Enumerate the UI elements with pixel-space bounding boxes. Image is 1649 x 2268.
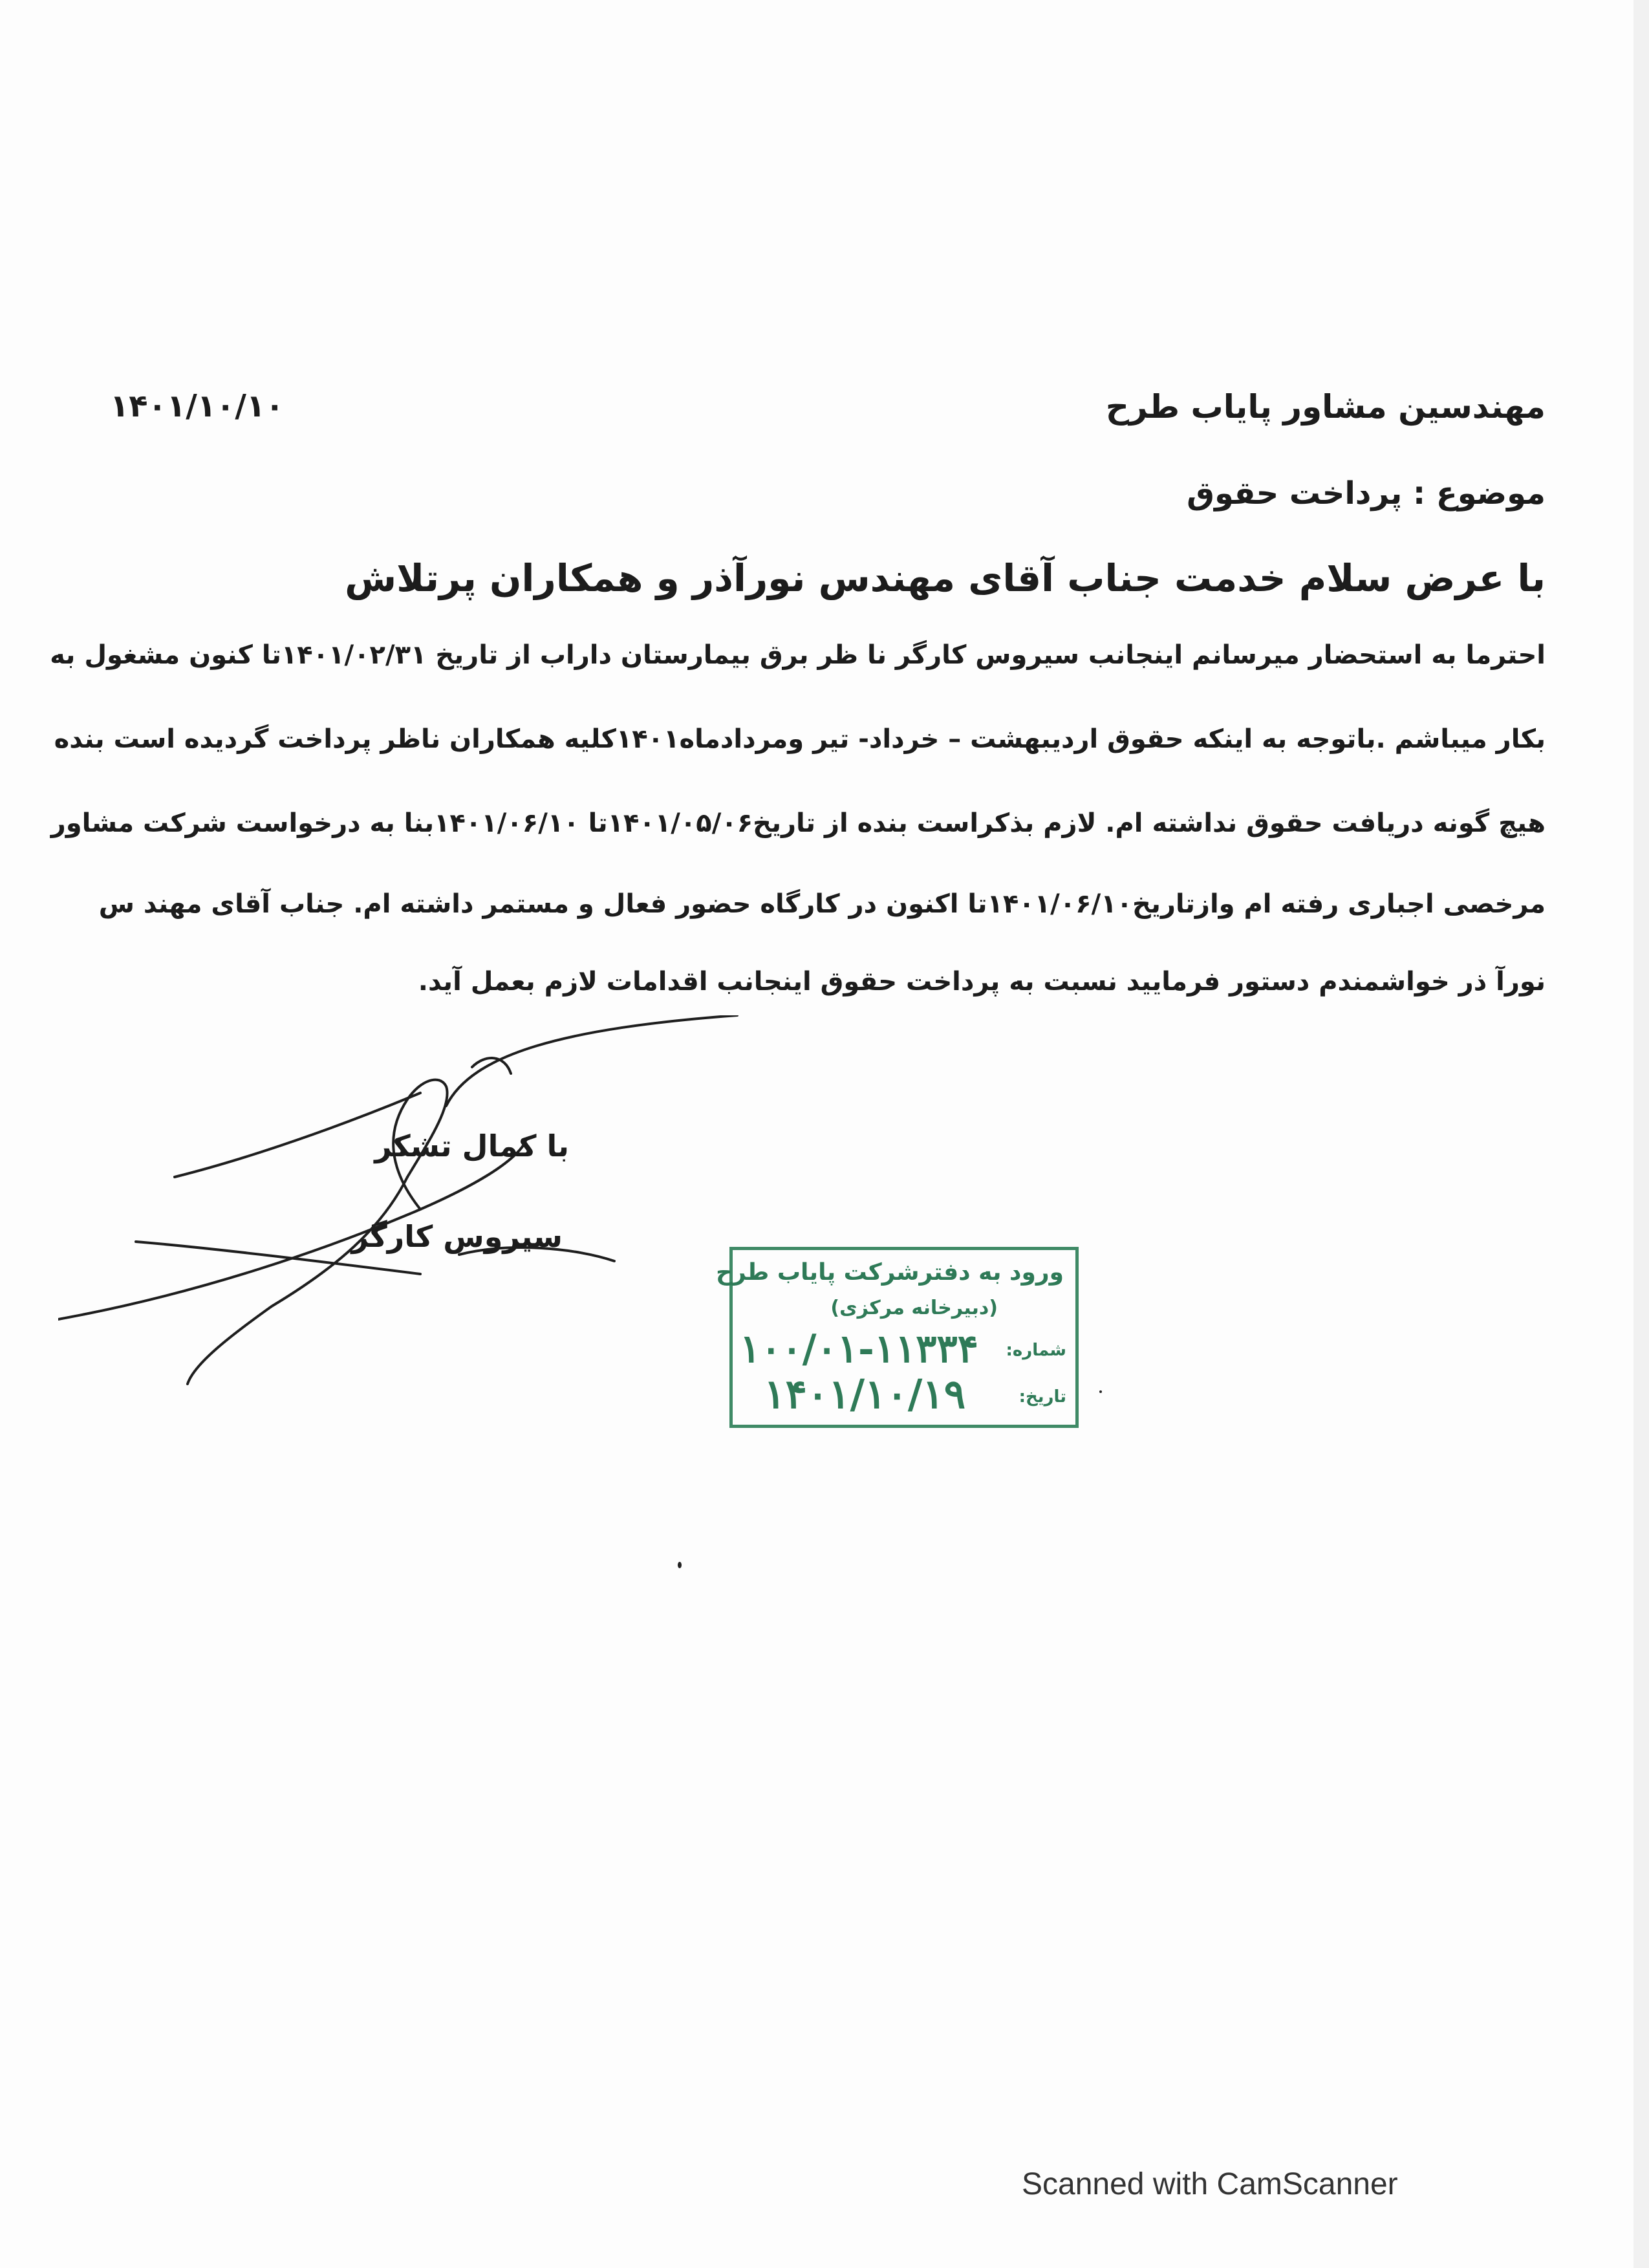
- stamp-date-value: ۱۴۰۱/۱۰/۱۹: [764, 1370, 965, 1418]
- body-line-4: مرخصی اجباری رفته ام وازتاریخ۱۴۰۱/۰۶/۱۰تا اکنون در کارگاه حضور فعال و مستمر داشته ام. جناب آقای مهند س: [98, 889, 1546, 919]
- stamp-number-label: شماره:: [1006, 1341, 1066, 1360]
- handwritten-signature: [58, 1015, 834, 1397]
- camscanner-watermark: Scanned with CamScanner: [1022, 2167, 1398, 2201]
- subject-line: موضوع : پرداخت حقوق: [1187, 475, 1546, 512]
- stamp-number-value: ۱۰۰/۰۱-۱۱۳۳۴: [739, 1326, 978, 1372]
- letter-date: ۱۴۰۱/۱۰/۱۰: [110, 388, 285, 424]
- recipient-line: مهندسین مشاور پایاب طرح: [1105, 388, 1546, 426]
- scan-speck: [678, 1562, 682, 1568]
- greeting-line: با عرض سلام خدمت جناب آقای مهندس نورآذر و همکاران پرتلاش: [345, 556, 1546, 600]
- entry-stamp: [716, 1247, 1079, 1428]
- signer-name: سیروس کارگر: [351, 1219, 563, 1254]
- body-line-2: بکار میباشم .باتوجه به اینکه حقوق اردیبهشت – خرداد- تیر ومردادماه۱۴۰۱کلیه همکاران ناظر پرداخت گردیده است بنده: [54, 724, 1546, 754]
- scan-edge: [1633, 0, 1649, 2268]
- body-line-1: احترما به استحضار میرسانم اینجانب سیروس کارگر نا ظر برق بیمارستان داراب از تاریخ ۱۴۰۱/۰۲/۳۱تا کنون مشغول به: [50, 640, 1546, 670]
- stamp-date-label: تاریخ:: [1018, 1387, 1066, 1407]
- body-line-5: نورآ ذر خواشمندم دستور فرمایید نسبت به پرداخت حقوق اینجانب اقدامات لازم بعمل آید.: [418, 967, 1546, 997]
- stamp-office-line: (دبیرخانه مرکزی): [830, 1297, 998, 1319]
- closing-line: با کمال تشکر: [374, 1129, 569, 1163]
- stamp-company-line: ورود به دفترشرکت پایاب طرح: [716, 1259, 1064, 1286]
- scan-speck: [1099, 1390, 1102, 1393]
- body-line-3: هیچ گونه دریافت حقوق نداشته ام. لازم بذکراست بنده از تاریخ۱۴۰۱/۰۵/۰۶تا ۱۴۰۱/۰۶/۱۰بنا به درخواست شرکت مشاور: [50, 808, 1546, 838]
